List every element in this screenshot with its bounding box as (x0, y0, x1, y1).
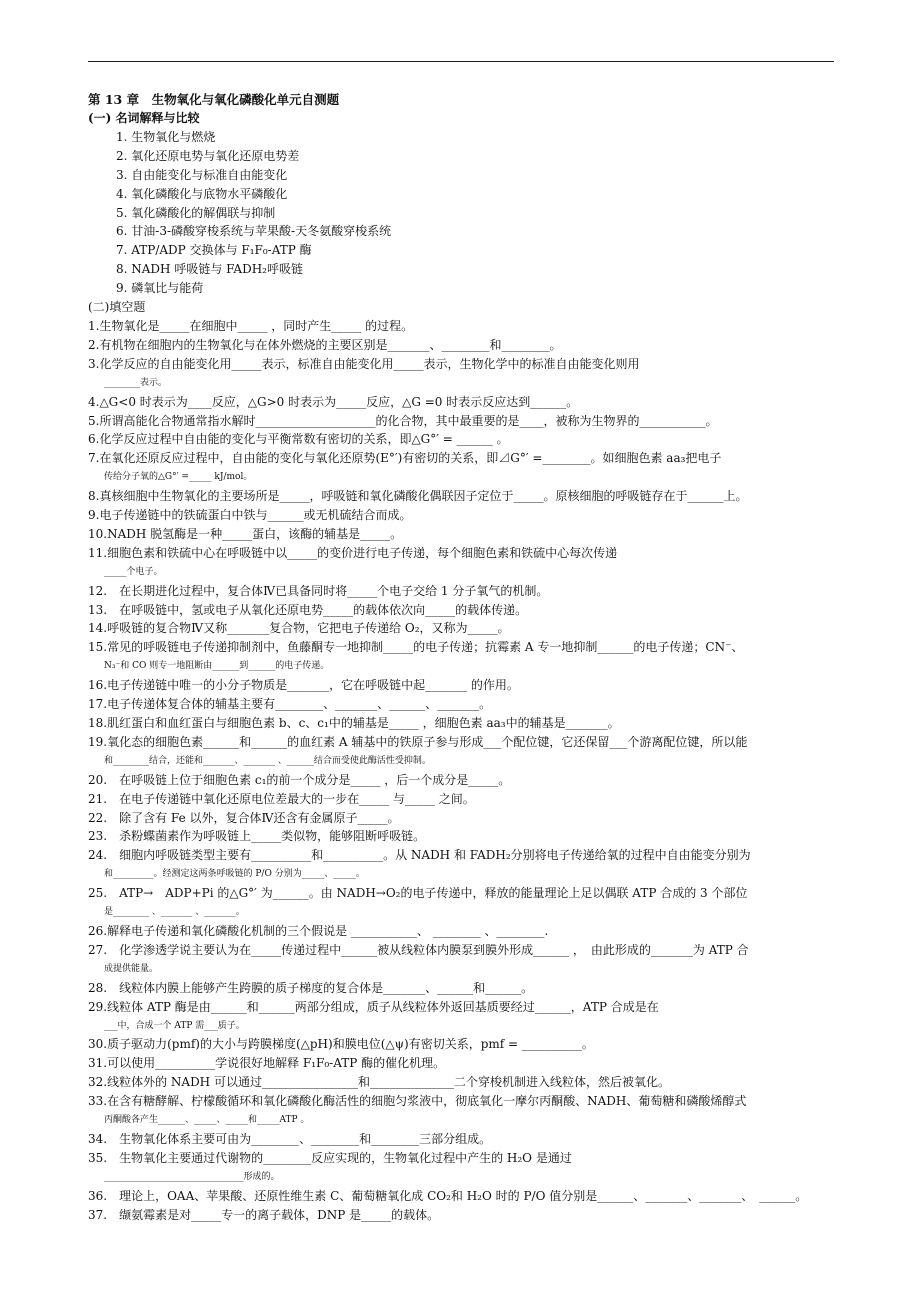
question-text: 34. 生物氧化体系主要可由为________、________和________三部分组成。 (88, 1131, 492, 1146)
question-text: 8.真核细胞中生物氧化的主要场所是_____，呼吸链和氧化磷酸化偶联因子定位于_____。原核细胞的呼吸链存在于______上。 (88, 489, 748, 504)
question-continuation: N₃⁻和 CO 则专一地阻断由______到______的电子传递。 (104, 661, 330, 672)
term-item: 7. ATP/ADP 交换体与 F₁F₀-ATP 酶 (116, 243, 312, 258)
question-item (88, 638, 840, 676)
question-text: 24. 细胞内呼吸链类型主要有__________和__________。从 NADH 和 FADH₂分别将电子传递给氧的过程中自由能变分别为 (88, 848, 751, 863)
question-item (88, 355, 840, 393)
question-item (88, 979, 840, 998)
question-text: 12. 在长期进化过程中，复合体Ⅳ已具备同时将_____个电子交给 1 分子氧气的机制。 (88, 583, 549, 598)
question-text: 2.有机物在细胞内的生物氧化与在体外燃烧的主要区别是_______、________和________。 (88, 337, 562, 352)
term-item: 3. 自由能变化与标准自由能变化 (116, 167, 288, 182)
question-text: 15.常见的呼吸链电子传递抑制剂中，鱼藤酮专一地抑制_____的电子传递；抗霉素 A 专一地抑制______的电子传递；CN⁻、 (88, 640, 744, 655)
question-item (88, 1035, 840, 1054)
question-text: 25. ATP→ ADP+Pi 的△G°′ 为______。由 NADH→O₂的电子传递中，释放的能量理论上足以偶联 ATP 合成的 3 个部位 (88, 886, 748, 901)
question-text: 4.△G<0 时表示为____反应，△G>0 时表示为_____反应，△G =0 时表示反应达到______。 (88, 394, 579, 409)
question-item (88, 449, 840, 487)
question-text: 27. 化学渗透学说主要认为在_____传递过程中______被从线粒体内膜泵到膜外形成______ ， 由此形成的_______为 ATP 合 (88, 942, 749, 957)
question-item (88, 827, 840, 846)
term-item: 1. 生物氧化与燃烧 (116, 129, 216, 144)
term-item: 9. 磷氧比与能荷 (116, 281, 204, 296)
question-item (88, 1206, 840, 1225)
question-text: 13. 在呼吸链中，氢或电子从氧化还原电势_____的载体依次向_____的载体传递。 (88, 602, 528, 617)
question-item (88, 487, 840, 506)
question-item (88, 1073, 840, 1092)
question-item (88, 544, 840, 582)
question-text: 5.所谓高能化合物通常指水解时____________________的化合物，其中最重要的是____，被称为生物界的___________。 (88, 413, 718, 428)
question-item (88, 809, 840, 828)
question-text: 19.氧化态的细胞色素______和______的血红素 A 辅基中的铁原子参与形成___个配位键，它还保留___个游离配位键，所以能 (88, 734, 748, 749)
question-text: 6.化学反应过程中自由能的变化与平衡常数有密切的关系，即△G°′ = ______ 。 (88, 432, 509, 447)
question-item (88, 1149, 840, 1187)
question-text: 3.化学反应的自由能变化用_____表示，标准自由能变化用_____表示，生物化学中的标准自由能变化则用 (88, 356, 640, 371)
question-item (88, 733, 840, 771)
question-item (88, 619, 840, 638)
question-continuation: 丙酮酸各产生______、_____、_____和_____ATP 。 (104, 1115, 310, 1126)
question-text: 7.在氧化还原反应过程中，自由能的变化与氧化还原势(E°′)有密切的关系，即⊿G°′ =________。如细胞色素 aa₃把电子 (88, 451, 722, 466)
term-item: 6. 甘油-3-磷酸穿梭系统与苹果酸-天冬氨酸穿梭系统 (116, 224, 392, 239)
question-text: 9.电子传递链中的铁硫蛋白中铁与______或无机硫结合而成。 (88, 508, 412, 523)
question-item (88, 695, 840, 714)
question-item (88, 582, 840, 601)
question-item (88, 676, 840, 695)
header-rule (88, 61, 834, 62)
question-text: 16.电子传递链中唯一的小分子物质是_______，它在呼吸链中起_______ 的作用。 (88, 678, 519, 693)
question-text: 14.呼吸链的复合物Ⅳ又称_______复合物，它把电子传递给 O₂，又称为_____。 (88, 621, 510, 636)
question-item (88, 506, 840, 525)
question-text: 32.线粒体外的 NADH 可以通过________________和______________二个穿梭机制进入线粒体，然后被氧化。 (88, 1075, 670, 1090)
document-page (88, 90, 840, 1224)
question-text: 35. 生物氧化主要通过代谢物的________反应实现的，生物氧化过程中产生的 H₂O 是通过 (88, 1150, 572, 1165)
question-continuation: 和_________。经测定这两条呼吸链的 P/O 分别为_____、_____。 (104, 869, 365, 880)
question-text: 30.质子驱动力(pmf)的大小与跨膜梯度(△pH)和膜电位(△ψ)有密切关系，pmf = __________。 (88, 1037, 594, 1052)
question-text: 17.电子传递体复合体的辅基主要有________、_______、______、_______。 (88, 697, 492, 712)
question-item (88, 430, 840, 449)
term-item: 2. 氧化还原电势与氧化还原电势差 (116, 148, 300, 163)
question-item (88, 525, 840, 544)
term-item: 8. NADH 呼吸链与 FADH₂呼吸链 (116, 262, 303, 277)
question-text: 33.在含有糖酵解、柠檬酸循环和氧化磷酸化酶活性的细胞匀浆液中，彻底氧化一摩尔丙酮酸、NADH、葡萄糖和磷酸烯醇式 (88, 1094, 747, 1109)
question-continuation: _______________________________形成的。 (104, 1171, 280, 1182)
question-item (88, 1092, 840, 1130)
section-heading-terms: (一) 名词解释与比较 (88, 111, 200, 125)
question-item (88, 336, 840, 355)
question-item (88, 393, 840, 412)
question-text: 22. 除了含有 Fe 以外，复合体Ⅳ还含有金属原子_____。 (88, 810, 400, 825)
question-item (88, 412, 840, 431)
question-text: 1.生物氧化是_____在细胞中_____ ，同时产生_____ 的过程。 (88, 318, 414, 333)
question-text: 31.可以使用__________学说很好地解释 F₁F₀-ATP 酶的催化机理。 (88, 1056, 446, 1071)
question-continuation: ________表示。 (104, 377, 168, 388)
question-item (88, 1130, 840, 1149)
question-item (88, 884, 840, 922)
question-item (88, 846, 840, 884)
question-text: 26.解释电子传递和氧化磷酸化机制的三个假说是 ___________、 ________ 、________. (88, 923, 549, 938)
question-text: 37. 缬氨霉素是对_____专一的离子载体，DNP 是_____的载体。 (88, 1207, 440, 1222)
question-text: 18.肌红蛋白和血红蛋白与细胞色素 b、c、c₁中的辅基是_____ ，细胞色素 aa₃中的辅基是_______。 (88, 716, 620, 730)
question-continuation: 传给分子氧的△G°′ =_____ kJ/mol。 (104, 472, 253, 483)
question-item (88, 601, 840, 620)
question-item (88, 1054, 840, 1073)
question-continuation: _____个电子。 (104, 566, 163, 577)
question-text: 21. 在电子传递链中氧化还原电位差最大的一步在_____ 与_____ 之间。 (88, 791, 475, 806)
term-item: 4. 氧化磷酸化与底物水平磷酸化 (116, 186, 288, 201)
question-continuation: 成提供能量。 (104, 963, 159, 974)
question-text: 29.线粒体 ATP 酶是由______和______两部分组成，质子从线粒体外返回基质要经过______，ATP 合成是在 (88, 999, 659, 1014)
question-item (88, 317, 840, 336)
question-text: 20. 在呼吸链上位于细胞色素 c₁的前一个成分是_____ ，后一个成分是_____。 (88, 772, 511, 787)
question-item (88, 998, 840, 1036)
document-title: 第 13 章 生物氧化与氧化磷酸化单元自测题 (88, 92, 340, 107)
question-text: 36. 理论上，OAA、苹果酸、还原性维生素 C、葡萄糖氧化成 CO₂和 H₂O 时的 P/O 值分别是______、_______、_______、 ______。 (88, 1188, 808, 1203)
question-item (88, 771, 840, 790)
question-item (88, 714, 840, 733)
question-text: 11.细胞色素和铁硫中心在呼吸链中以_____的变价进行电子传递，每个细胞色素和铁硫中心每次传递 (88, 545, 618, 560)
question-continuation: 和________结合，还能和_______、_______ 、______结合而受使此酶活性受抑制。 (104, 755, 431, 766)
question-item (88, 941, 840, 979)
question-continuation: 是________ 、_______ 、_______。 (104, 907, 245, 918)
term-item: 5. 氧化磷酸化的解偶联与抑制 (116, 205, 276, 220)
question-text: 10.NADH 脱氢酶是一种_____蛋白，该酶的辅基是_____。 (88, 526, 403, 541)
question-continuation: ___中，合成一个 ATP 需___质子。 (104, 1020, 245, 1031)
question-text: 28. 线粒体内膜上能够产生跨膜的质子梯度的复合体是_______、______和______。 (88, 980, 534, 995)
question-list (88, 317, 840, 1225)
question-item (88, 1187, 840, 1206)
question-item (88, 790, 840, 809)
term-list (88, 128, 840, 298)
section-heading-fill-blank: (二)填空题 (88, 300, 146, 315)
question-text: 23. 杀粉蝶菌素作为呼吸链上_____类似物，能够阻断呼吸链。 (88, 829, 426, 844)
question-item (88, 922, 840, 941)
